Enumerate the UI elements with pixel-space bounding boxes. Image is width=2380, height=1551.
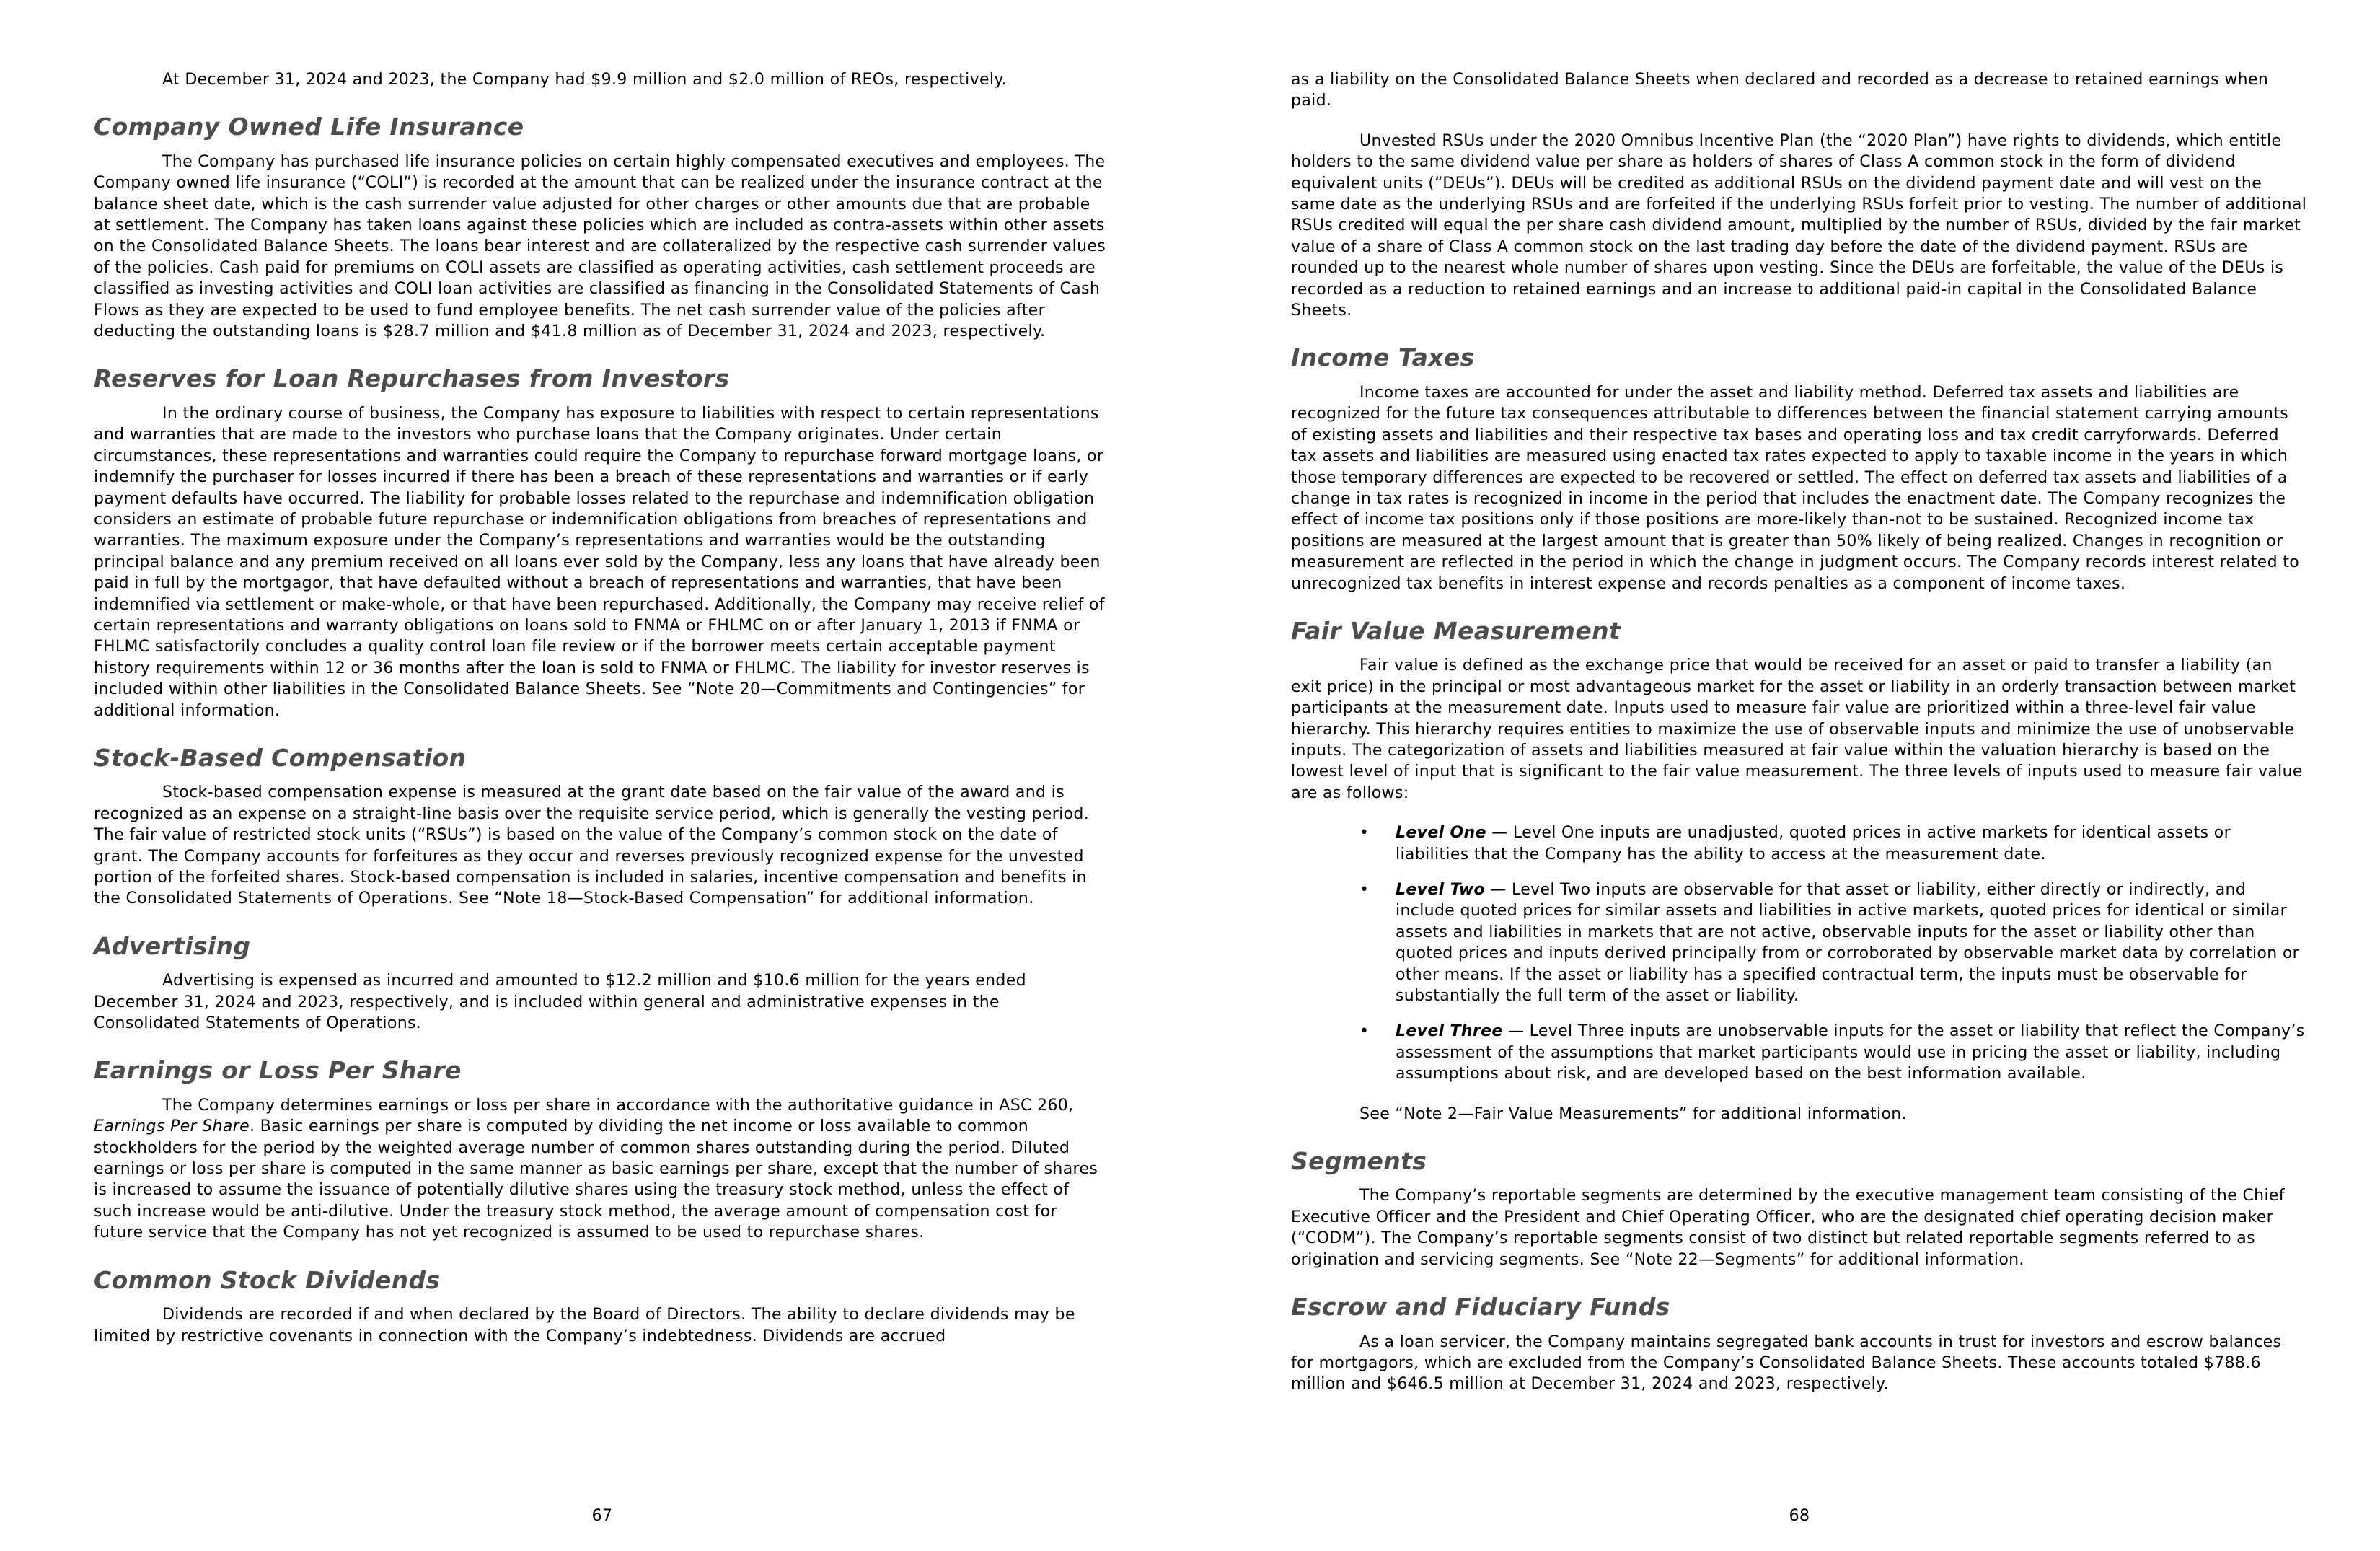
section-heading: Stock-Based Compensation <box>94 743 467 772</box>
section-heading: Fair Value Measurement <box>1291 616 1621 645</box>
paragraph: Unvested RSUs under the 2020 Omnibus Incentive Plan (the “2020 Plan”) have rights to dividends, which entitle holders to the same dividend value per share as holders of shares of Class A common stock in the form of dividend equivalent units (“DEUs”). DEUs will be credited as additional RSUs on the dividend payment date and will vest on the same date as the underlying RSUs and are forfeited if the underlying RSUs forfeit prior to vesting. The number of additional RSUs credited will equal the per share cash dividend amount, multiplied by the number of RSUs, divided by the fair market value of a share of Class A common stock on the last trading day before the date of the dividend payment. RSUs are rounded up to the nearest whole number of shares upon vesting. Since the DEUs are forfeitable, the value of the DEUs is recorded as a reduction to retained earnings and an increase to additional paid-in capital in the Consolidated Balance Sheets. <box>1291 131 2307 320</box>
bullet-item: • Level Three — Level Three inputs are unobservable inputs for the asset or liability that reflect the Company’s assessment of the assumptions that market participants would use in pricing the asset or liability, including assumptions about risk, and are developed based on the best information available. <box>1359 1022 2305 1084</box>
bullet-item: • Level One — Level One inputs are unadjusted, quoted prices in active markets for identical assets or liabilities that the Company has the ability to access at the measurement date. <box>1359 824 2231 864</box>
bullet-marker-icon: • <box>1359 1022 1370 1041</box>
paragraph: The Company’s reportable segments are determined by the executive management team consisting of the Chief Executive Officer and the President and Chief Operating Officer, who are the designated chief operating decision maker (“CODM”). The Company’s reportable segments consist of two distinct but related reportable segments referred to as origination and servicing segments. See “Note 22—Segments” for additional information. <box>1291 1187 2285 1269</box>
paragraph: At December 31, 2024 and 2023, the Company had $9.9 million and $2.0 million of REOs, respectively. <box>162 71 1007 89</box>
paragraph: Income taxes are accounted for under the asset and liability method. Deferred tax assets and liabilities are recognized for the future tax consequences attributable to differences between the financial statement carrying amounts of existing assets and liabilities and their respective tax bases and operating loss and tax credit carryforwards. Deferred tax assets and liabilities are measured using enacted tax rates expected to apply to taxable income in the years in which those temporary differences are expected to be recovered or settled. The effect on deferred tax assets and liabilities of a change in tax rates is recognized in income in the period that includes the enactment date. The Company recognizes the effect of income tax positions only if those positions are more-likely than-not to be sustained. Recognized income tax positions are measured at the largest amount that is greater than 50% likely of being realized. Changes in recognition or measurement are reflected in the period in which the change in judgment occurs. The Company records interest related to unrecognized tax benefits in interest expense and records penalties as a component of income taxes. <box>1291 383 2300 593</box>
paragraph <box>94 1095 1111 1244</box>
page-number-68: 68 <box>1789 1506 1810 1525</box>
paragraph: as a liability on the Consolidated Balance Sheets when declared and recorded as a decrease to retained earnings when paid. <box>1291 71 2269 110</box>
section-heading: Advertising <box>94 931 251 960</box>
text-run: The Company determines earnings or loss per share in accordance with the authoritative guidance in ASC 260, <box>162 1096 1074 1115</box>
bullet-item: • Level Two — Level Two inputs are observable for that asset or liability, either directly or indirectly, and include quoted prices for similar assets and liabilities in active markets, quoted prices for identical or similar assets and liabilities in markets that are not active, observable inputs for the asset or liability other than quoted prices and inputs derived principally from or corroborated by observable market data by correlation or other means. If the asset or liability has a specified contractual term, the inputs must be observable for substantially the full term of the asset or liability. <box>1359 881 2300 1006</box>
section-heading: Segments <box>1291 1147 1427 1176</box>
section-heading: Escrow and Fiduciary Funds <box>1291 1293 1670 1322</box>
page-67-content <box>0 0 1190 1347</box>
paragraph: See “Note 2—Fair Value Measurements” for additional information. <box>1359 1104 1907 1123</box>
bullet-lead-label: Level One <box>1396 824 1486 843</box>
section-heading: Common Stock Dividends <box>94 1265 441 1294</box>
paragraph: The Company has purchased life insurance policies on certain highly compensated executives and employees. The Company owned life insurance (“COLI”) is recorded at the amount that can be realized under the insurance contract at the balance sheet date, which is the cash surrender value adjusted for other charges or other amounts due that are probable at settlement. The Company has taken loans against these policies which are included as contra-assets within other assets on the Consolidated Balance Sheets. The loans bear interest and are collateralized by the respective cash surrender values of the policies. Cash paid for premiums on COLI assets are classified as operating activities, cash settlement proceeds are classified as investing activities and COLI loan activities are classified as financing in the Consolidated Statements of Cash Flows as they are expected to be used to fund employee benefits. The net cash surrender value of the policies after deducting the outstanding loans is $28.7 million and $41.8 million as of December 31, 2024 and 2023, respectively. <box>94 152 1106 341</box>
bullet-marker-icon: • <box>1359 881 1370 899</box>
bullet-list <box>1291 822 2308 1084</box>
section-heading: Income Taxes <box>1291 343 1475 372</box>
section-heading: Reserves for Loan Repurchases from Investors <box>94 364 730 393</box>
bullet-marker-icon: • <box>1359 824 1370 843</box>
bullet-lead-label: Level Three <box>1396 1022 1503 1041</box>
paragraph: In the ordinary course of business, the Company has exposure to liabilities with respect to certain representations and warranties that are made to the investors who purchase loans that the Company originates. Under certain circumstances, these representations and warranties could require the Company to repurchase forward mortgage loans, or indemnify the purchaser for losses incurred if there has been a breach of these representations and warranties or if early payment defaults have occurred. The liability for probable losses related to the repurchase and indemnification obligation considers an estimate of probable future repurchase or indemnification obligations from breaches of representations and warranties. The maximum exposure under the Company’s representations and warranties would be the outstanding principal balance and any premium received on all loans ever sold by the Company, less any loans that have already been paid in full by the mortgagor, that have defaulted without a breach of representations and warranties, that have been indemnified via settlement or make-whole, or that have been repurchased. Additionally, the Company may receive relief of certain representations and warranty obligations on loans sold to FNMA or FHLMC on or after January 1, 2013 if FNMA or FHLMC satisfactorily concludes a quality control loan file review or if the borrower meets certain acceptable payment history requirements within 12 or 36 months after the loan is sold to FNMA or FHLMC. The liability for investor reserves is included within other liabilities in the Consolidated Balance Sheets. See “Note 20—Commitments and Contingencies” for additional information. <box>94 404 1105 720</box>
paragraph: Stock-based compensation expense is measured at the grant date based on the fair value of the award and is recognized as an expense on a straight-line basis over the requisite service period, which is generally the vesting period. The fair value of restricted stock units (“RSUs”) is based on the value of the Company’s common stock on the date of grant. The Company accounts for forfeitures as they occur and reverses previously recognized expense for the unvested portion of the forfeited shares. Stock-based compensation is included in salaries, incentive compensation and benefits in the Consolidated Statements of Operations. See “Note 18—Stock-Based Compensation” for additional information. <box>94 783 1090 908</box>
paragraph: Advertising is expensed as incurred and amounted to $12.2 million and $10.6 million for the years ended December 31, 2024 and 2023, respectively, and is included within general and administrative expenses in the Consolidated Statements of Operations. <box>94 972 1026 1033</box>
italic-text: Earnings Per Share <box>94 1117 250 1136</box>
bullet-lead-label: Level Two <box>1396 881 1485 899</box>
page-number-67: 67 <box>591 1506 613 1525</box>
page-68-content <box>1190 0 2380 1395</box>
page-68 <box>1190 0 2380 1551</box>
section-heading: Company Owned Life Insurance <box>94 113 524 141</box>
paragraph: Dividends are recorded if and when declared by the Board of Directors. The ability to declare dividends may be limited by restrictive covenants in connection with the Company’s indebtedness. Dividends are accrued <box>94 1306 1075 1345</box>
section-heading: Earnings or Loss Per Share <box>94 1056 462 1085</box>
text-run: . Basic earnings per share is computed by dividing the net income or loss available to common stockholders for the period by the weighted average number of common shares outstanding during the period. Diluted earnings or loss per share is computed in the same manner as basic earnings per share, except that the number of shares is increased to assume the issuance of potentially dilutive shares using the treasury stock method, unless the effect of such increase would be anti-dilutive. Under the treasury stock method, the average amount of compensation cost for future service that the Company has not yet recognized is assumed to be used to repurchase shares. <box>94 1117 1098 1242</box>
paragraph: Fair value is defined as the exchange price that would be received for an asset or paid to transfer a liability (an exit price) in the principal or most advantageous market for the asset or liability in an orderly transaction between market participants at the measurement date. Inputs used to measure fair value are prioritized within a three-level fair value hierarchy. This hierarchy requires entities to maximize the use of observable inputs and minimize the use of unobservable inputs. The categorization of assets and liabilities measured at fair value within the valuation hierarchy is based on the lowest level of input that is significant to the fair value measurement. The three levels of inputs used to measure fair value are as follows: <box>1291 656 2303 802</box>
paragraph: As a loan servicer, the Company maintains segregated bank accounts in trust for investors and escrow balances for mortgagors, which are excluded from the Company’s Consolidated Balance Sheets. These accounts totaled $788.6 million and $646.5 million at December 31, 2024 and 2023, respectively. <box>1291 1332 2282 1394</box>
